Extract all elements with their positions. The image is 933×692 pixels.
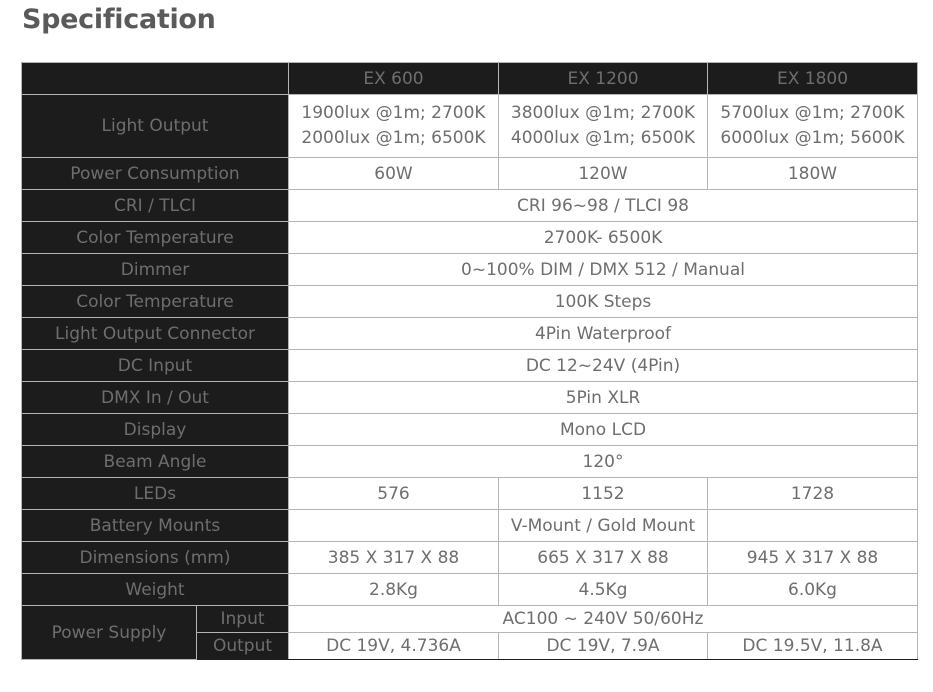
dimensions-ex1800: 945 X 317 X 88 xyxy=(708,542,918,574)
table-row xyxy=(22,190,918,222)
row-label-power-supply: Power Supply xyxy=(22,606,197,660)
table-row xyxy=(22,95,918,158)
light-output-ex1800-line2: 6000lux @1m; 5600K xyxy=(720,128,905,148)
power-supply-input-value: AC100 ~ 240V 50/60Hz xyxy=(289,606,918,633)
color-temperature-steps-value: 100K Steps xyxy=(289,286,918,318)
light-output-ex600 xyxy=(289,95,499,158)
row-label-dimmer: Dimmer xyxy=(22,254,289,286)
row-label-light-output-connector: Light Output Connector xyxy=(22,318,289,350)
row-label-cri: CRI / TLCI xyxy=(22,190,289,222)
power-consumption-ex600: 60W xyxy=(289,158,499,190)
battery-mounts-ex600 xyxy=(289,510,499,542)
row-label-dimensions: Dimensions (mm) xyxy=(22,542,289,574)
row-label-light-output: Light Output xyxy=(22,95,289,158)
table-row xyxy=(22,286,918,318)
table-row xyxy=(22,414,918,446)
dimensions-ex1200: 665 X 317 X 88 xyxy=(499,542,708,574)
power-supply-output-ex600: DC 19V, 4.736A xyxy=(289,633,499,660)
power-supply-output-ex1800: DC 19.5V, 11.8A xyxy=(708,633,918,660)
power-supply-output-ex1200: DC 19V, 7.9A xyxy=(499,633,708,660)
light-output-ex1800-line1: 5700lux @1m; 2700K xyxy=(720,103,905,123)
table-row xyxy=(22,254,918,286)
row-label-color-temperature-steps: Color Temperature xyxy=(22,286,289,318)
leds-ex600: 576 xyxy=(289,478,499,510)
table-row xyxy=(22,542,918,574)
column-header-ex1800: EX 1800 xyxy=(708,63,918,95)
dimmer-value: 0~100% DIM / DMX 512 / Manual xyxy=(289,254,918,286)
battery-mounts-ex1800 xyxy=(708,510,918,542)
specification-table xyxy=(21,62,918,660)
color-temperature-value: 2700K- 6500K xyxy=(289,222,918,254)
light-output-ex1200-line1: 3800lux @1m; 2700K xyxy=(510,103,696,123)
weight-ex1200: 4.5Kg xyxy=(499,574,708,606)
table-row xyxy=(22,446,918,478)
header-row xyxy=(22,63,918,95)
table-row xyxy=(22,222,918,254)
row-label-display: Display xyxy=(22,414,289,446)
row-sublabel-output: Output xyxy=(197,633,289,660)
power-consumption-ex1200: 120W xyxy=(499,158,708,190)
dimensions-ex600: 385 X 317 X 88 xyxy=(289,542,499,574)
display-value: Mono LCD xyxy=(289,414,918,446)
table-row xyxy=(22,318,918,350)
dmx-value: 5Pin XLR xyxy=(289,382,918,414)
light-output-ex1200 xyxy=(499,95,708,158)
row-label-power-consumption: Power Consumption xyxy=(22,158,289,190)
table-row xyxy=(22,574,918,606)
row-label-weight: Weight xyxy=(22,574,289,606)
row-label-battery-mounts: Battery Mounts xyxy=(22,510,289,542)
row-label-dmx: DMX In / Out xyxy=(22,382,289,414)
row-sublabel-input: Input xyxy=(197,606,289,633)
cri-value: CRI 96~98 / TLCI 98 xyxy=(289,190,918,222)
dc-input-value: DC 12~24V (4Pin) xyxy=(289,350,918,382)
table-row xyxy=(22,478,918,510)
row-label-dc-input: DC Input xyxy=(22,350,289,382)
weight-ex600: 2.8Kg xyxy=(289,574,499,606)
row-label-leds: LEDs xyxy=(22,478,289,510)
column-header-ex1200: EX 1200 xyxy=(499,63,708,95)
table-row xyxy=(22,382,918,414)
light-output-ex1800 xyxy=(708,95,918,158)
page-title: Specification xyxy=(22,4,216,35)
row-label-beam-angle: Beam Angle xyxy=(22,446,289,478)
header-corner xyxy=(22,63,289,95)
light-output-connector-value: 4Pin Waterproof xyxy=(289,318,918,350)
light-output-ex600-line2: 2000lux @1m; 6500K xyxy=(301,128,486,148)
column-header-ex600: EX 600 xyxy=(289,63,499,95)
battery-mounts-ex1200: V-Mount / Gold Mount xyxy=(499,510,708,542)
leds-ex1200: 1152 xyxy=(499,478,708,510)
power-consumption-ex1800: 180W xyxy=(708,158,918,190)
table-row xyxy=(22,510,918,542)
table-row xyxy=(22,158,918,190)
row-label-color-temperature: Color Temperature xyxy=(22,222,289,254)
beam-angle-value: 120° xyxy=(289,446,918,478)
table-row xyxy=(22,350,918,382)
table-row xyxy=(22,606,918,633)
light-output-ex1200-line2: 4000lux @1m; 6500K xyxy=(510,128,696,148)
light-output-ex600-line1: 1900lux @1m; 2700K xyxy=(301,103,486,123)
weight-ex1800: 6.0Kg xyxy=(708,574,918,606)
leds-ex1800: 1728 xyxy=(708,478,918,510)
